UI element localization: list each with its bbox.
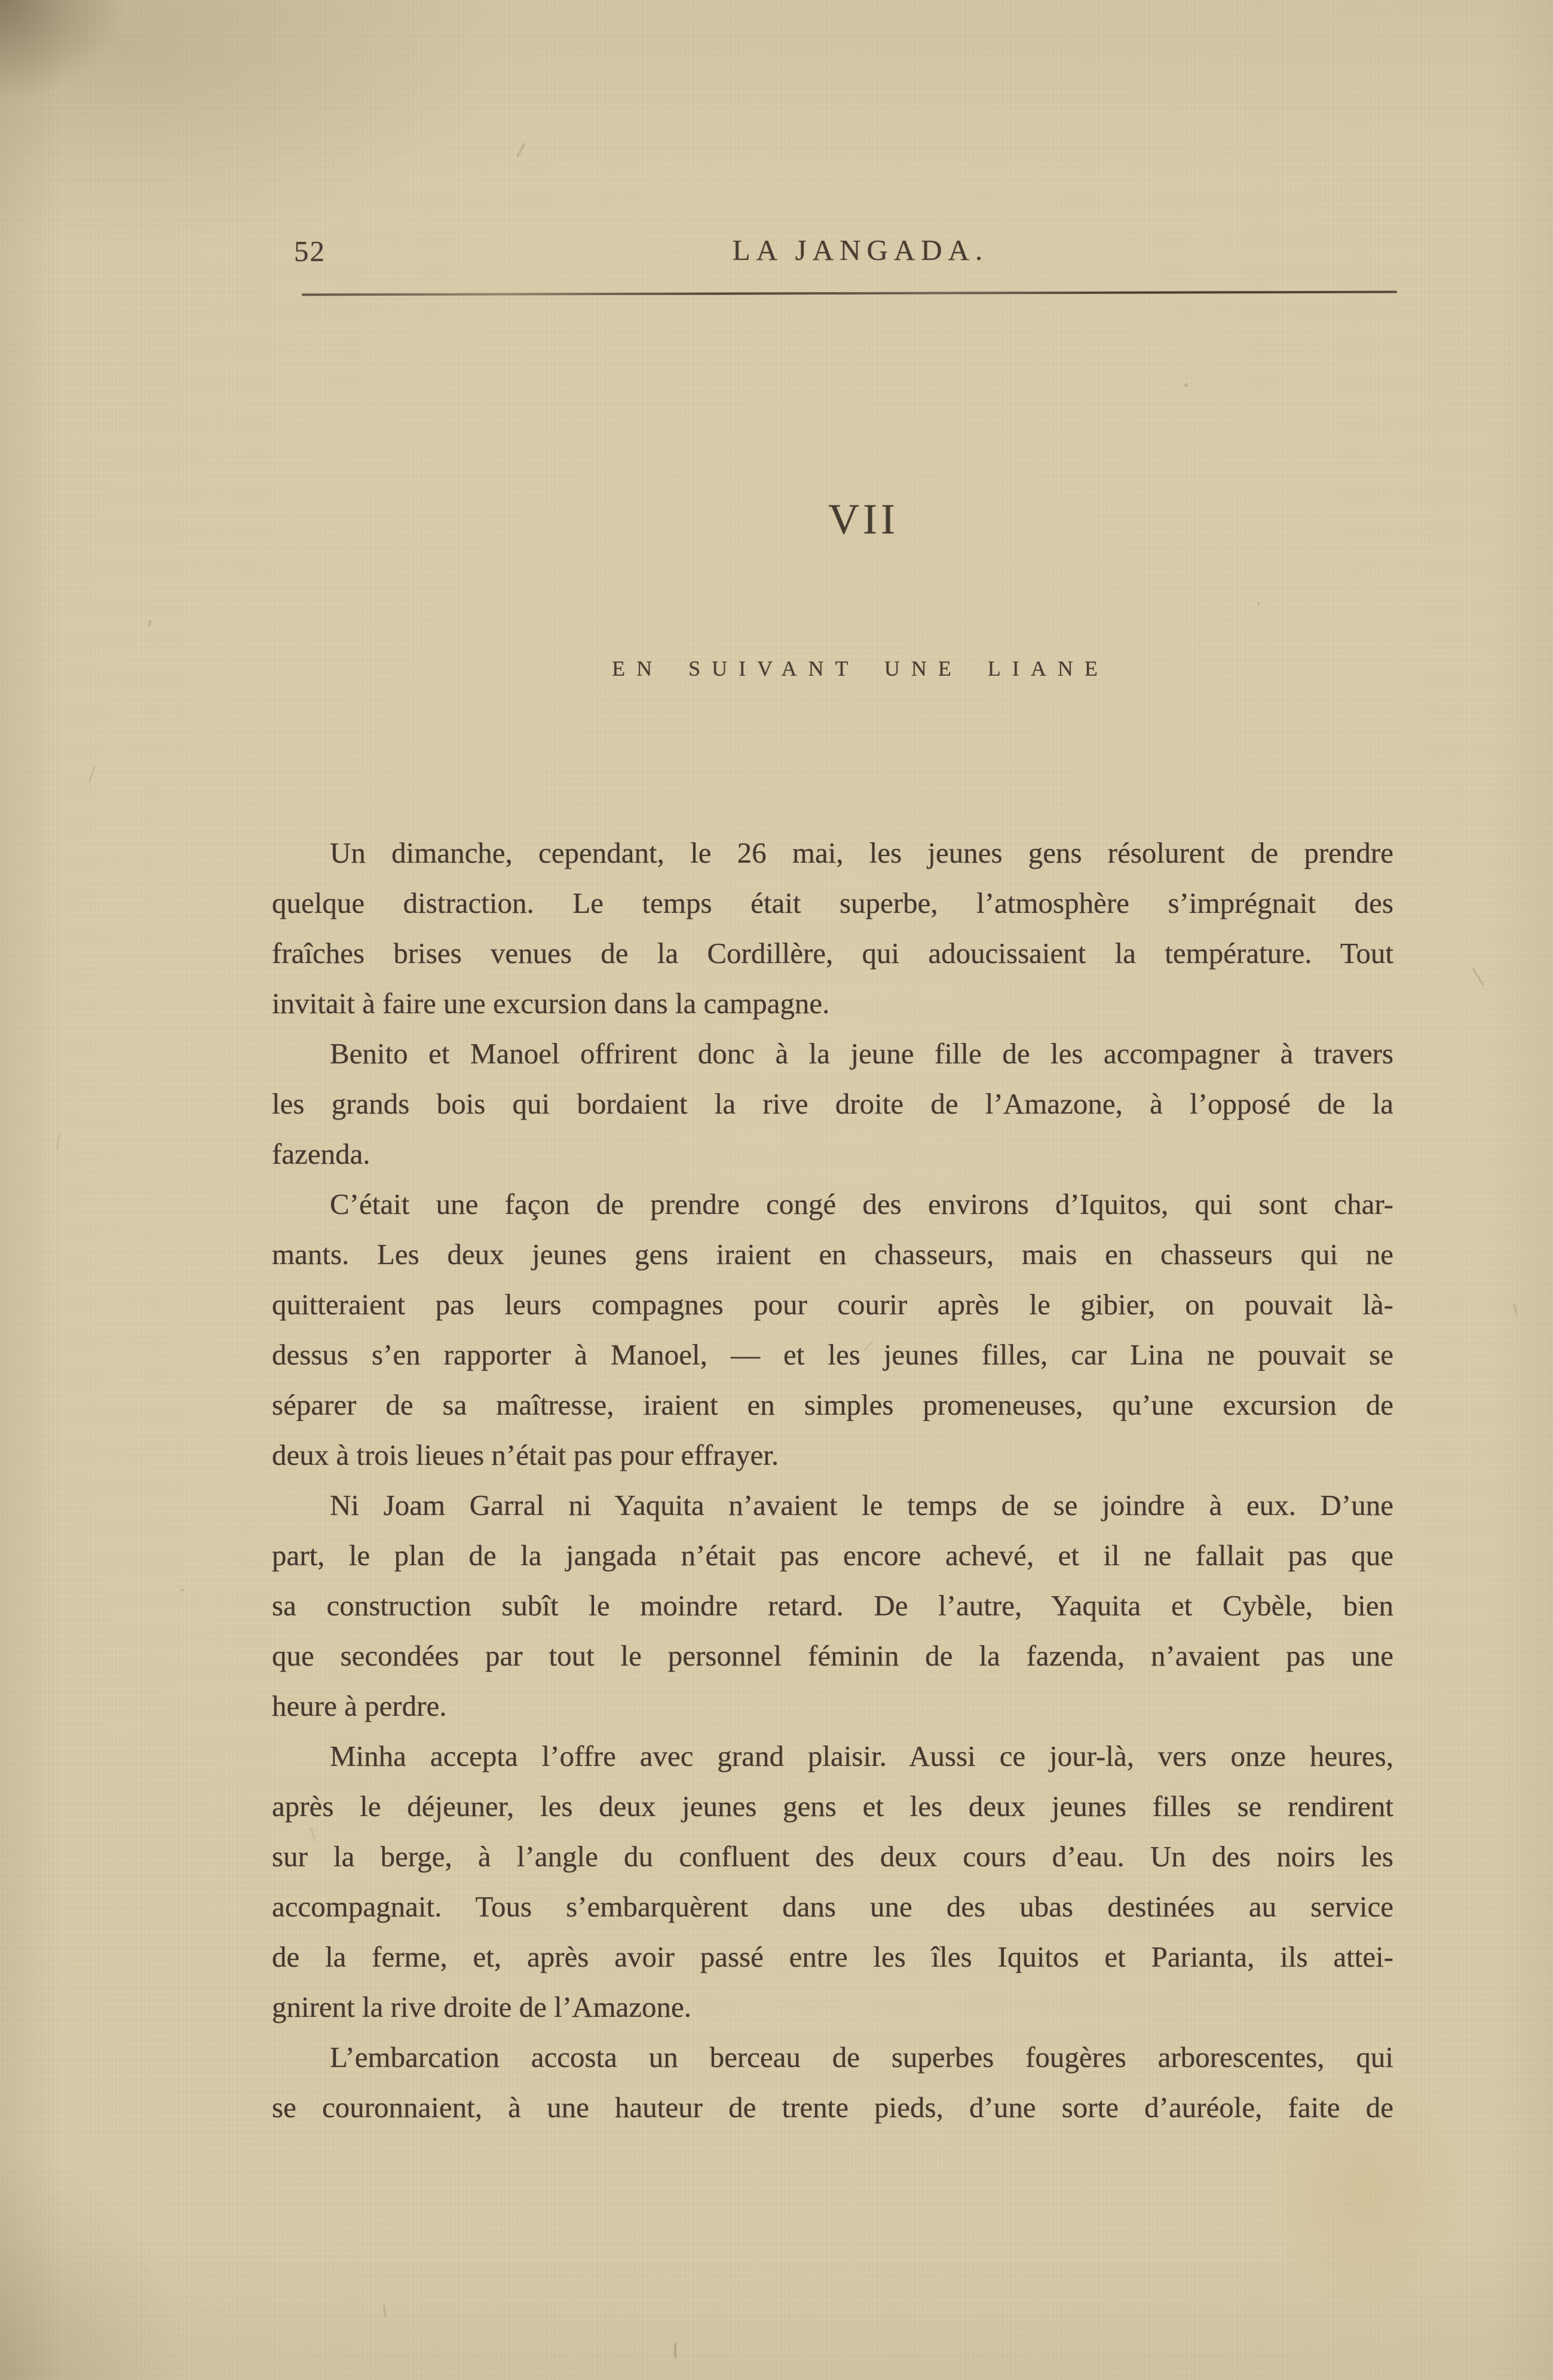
running-title: LA JANGADA. [732,234,989,266]
paragraph [272,1179,1393,1480]
text-line: L’embarcation accosta un berceau de superbes fougères arborescentes, qui [330,2041,1393,2074]
text-line: Benito et Manoel offrirent donc à la jeune fille de les accompagner à travers [330,1037,1393,1070]
text-line: quelque distraction. Le temps était superbe, l’atmosphère s’imprégnait des [272,887,1393,919]
text-line: après le déjeuner, les deux jeunes gens et les deux jeunes filles se rendirent [272,1790,1393,1823]
speck [1184,384,1188,387]
text-line: de la ferme, et, après avoir passé entre les îles Iquitos et Parianta, ils attei- [272,1940,1393,1973]
text-line: fazenda. [272,1137,370,1170]
paragraph [272,1029,1393,1179]
text-line: Ni Joam Garral ni Yaquita n’avaient le temps de se joindre à eux. D’une [330,1489,1393,1522]
text-line: dessus s’en rapporter à Manoel, — et les jeunes filles, car Lina ne pouvait se [272,1338,1393,1371]
chapter-number: VII [828,495,899,543]
speck [180,1589,184,1591]
speck [148,620,152,627]
text-line: Un dimanche, cependant, le 26 mai, les jeunes gens résolurent de prendre [330,836,1393,869]
text-line: deux à trois lieues n’était pas pour effrayer. [272,1439,779,1471]
text-line: sa construction subît le moindre retard. De l’autre, Yaquita et Cybèle, bien [272,1589,1393,1622]
paragraph [272,2032,1393,2133]
text-line: les grands bois qui bordaient la rive droite de l’Amazone, à l’opposé de la [272,1087,1393,1120]
text-line: séparer de sa maîtresse, iraient en simples promeneuses, qu’une excursion de [272,1388,1393,1421]
speck [56,1134,60,1149]
text-line: C’était une façon de prendre congé des environs d’Iquitos, qui sont char- [330,1188,1393,1220]
text-block [272,828,1393,2133]
speck [674,2343,676,2358]
speck [516,143,526,158]
text-line: invitait à faire une excursion dans la campagne. [272,987,830,1020]
text-line: se couronnaient, à une hauteur de trente pieds, d’une sorte d’auréole, faite de [272,2091,1393,2124]
page-number: 52 [294,235,326,268]
speck [88,766,95,783]
text-line: heure à perdre. [272,1689,447,1722]
paragraph [272,1480,1393,1731]
text-line: part, le plan de la jangada n’était pas encore achevé, et il ne fallait pas que [272,1539,1393,1572]
text-line: accompagnait. Tous s’embarquèrent dans une des ubas destinées au service [272,1890,1393,1923]
speck [1472,968,1484,986]
paragraph [272,828,1393,1029]
speck [1257,602,1260,605]
text-line: mants. Les deux jeunes gens iraient en chasseurs, mais en chasseurs qui ne [272,1238,1393,1271]
text-line: sur la berge, à l’angle du confluent des deux cours d’eau. Un des noirs les [272,1840,1393,1873]
paragraph [272,1731,1393,2032]
chapter-title: EN SUIVANT UNE LIANE [612,657,1109,680]
speck [382,2305,387,2318]
text-line: Minha accepta l’offre avec grand plaisir. Aussi ce jour-là, vers onze heures, [330,1740,1393,1772]
text-line: que secondées par tout le personnel féminin de la fazenda, n’avaient pas une [272,1639,1393,1672]
text-line: fraîches brises venues de la Cordillère, qui adoucissaient la température. Tout [272,937,1393,970]
text-line: quitteraient pas leurs compagnes pour courir après le gibier, on pouvait là- [272,1288,1393,1321]
text-line: gnirent la rive droite de l’Amazone. [272,1991,692,2023]
speck [1513,1304,1518,1315]
header-rule [302,291,1397,296]
